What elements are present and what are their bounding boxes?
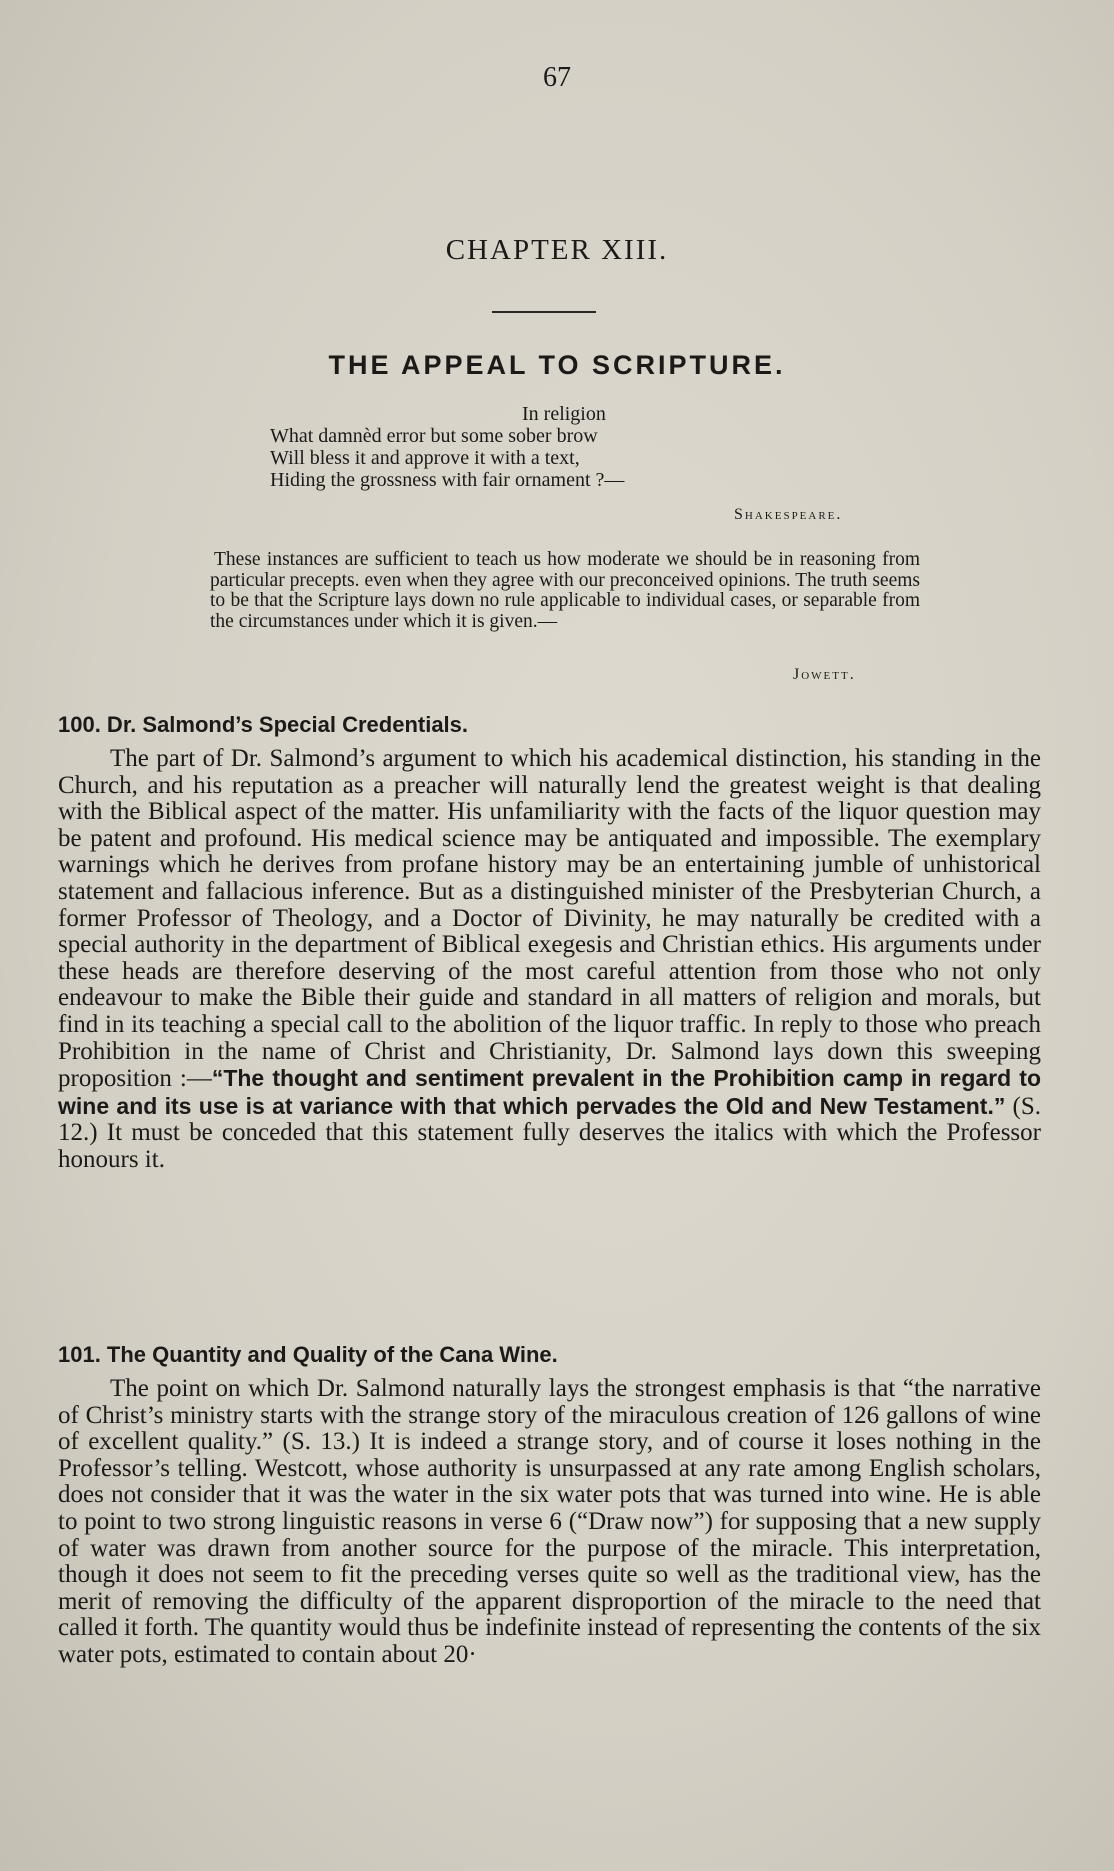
epigraph-line: Hiding the grossness with fair ornament ?— [270, 469, 625, 491]
emphasized-quote: “The thought and sentiment prevalent in the Prohibition camp in regard to wine and its use is at variance with that which pervades the Old and New Testament.” [58, 1065, 1042, 1119]
paragraph-text: The part of Dr. Salmond’s argument to which his academical distinction, his standing in the Church, and his reputation as a preacher will naturally lend the greatest weight is that dealing with the Biblical aspect of the matter. His unfamiliarity with the facts of the liquor question may be patent and profound. His medical science may be antiquated and impossible. The exemplary warnings which he derives from profane history may be an entertaining jumble of unhistorical statement and fallacious inference. But as a distinguished minister of the Presbyterian Church, a former Professor of Theology, and a Doctor of Divinity, he may naturally be credited with a special authority in the department of Biblical exegesis and Christian ethics. His arguments under these heads are therefore deserving of the most careful attention from those who not only endeavour to make the Bible their guide and standard in all matters of religion and morals, but find in its teaching a special call to the abolition of the liquor traffic. In reply to those who preach Prohibition in the name of Christ and Christianity, Dr. Salmond lays down this sweeping proposition :— [58, 745, 1041, 1093]
divider [492, 311, 596, 313]
epigraph [270, 403, 624, 491]
paragraph-text: The point on which Dr. Salmond naturally lays the strongest emphasis is that “the narrative of Christ’s ministry starts with the strange story of the miraculous creation of 126 gallons of wine of excellent quality.” (S. 13.) It is indeed a strange story, and of course it loses nothing in the Professor’s telling. Westcott, whose authority is unsurpassed at any rate among English scholars, does not consider that it was the water in the six water pots that was turned into wine. He is able to point to two strong linguistic reasons in verse 6 (“Draw now”) for supposing that a new supply of water was drawn from another source for the purpose of the miracle. This interpretation, though it does not seem to fit the preceding verses quite so well as the traditional view, has the merit of removing the difficulty of the apparent disproportion of the miracle to the need that called it forth. The quantity would thus be indefinite instead of representing the contents of the six water pots, estimated to contain about 20· [58, 1375, 1041, 1668]
paragraph-text: (S. 12.) It must be conceded that this statement fully deserves the italics with which the Professor honours it. [58, 1092, 1042, 1173]
section-heading-101: 101. The Quantity and Quality of the Cana Wine. [58, 1342, 558, 1367]
page-number: 67 [543, 62, 571, 93]
section-paragraph-101 [58, 1376, 1041, 1669]
block-quote-text: These instances are sufficient to teach us how moderate we should be in reasoning from particular precepts. even when they agree with our preconceived opinions. The truth seems to be that the Scripture lays down no rule applicable to individual cases, or separable from the circumstances under which it is given.— [210, 549, 920, 632]
epigraph-attribution: Shakespeare. [734, 506, 843, 523]
epigraph-line: In religion [522, 403, 606, 425]
block-quote-attribution: Jowett. [793, 666, 856, 683]
epigraph-line: What damnèd error but some sober brow [270, 425, 598, 447]
section-heading-100: 100. Dr. Salmond’s Special Credentials. [58, 712, 469, 737]
chapter-title: THE APPEAL TO SCRIPTURE. [328, 350, 786, 380]
epigraph-line: Will bless it and approve it with a text, [270, 447, 580, 469]
section-paragraph-100 [58, 746, 1041, 1174]
chapter-heading: CHAPTER XIII. [445, 234, 669, 266]
block-quote [210, 550, 920, 632]
